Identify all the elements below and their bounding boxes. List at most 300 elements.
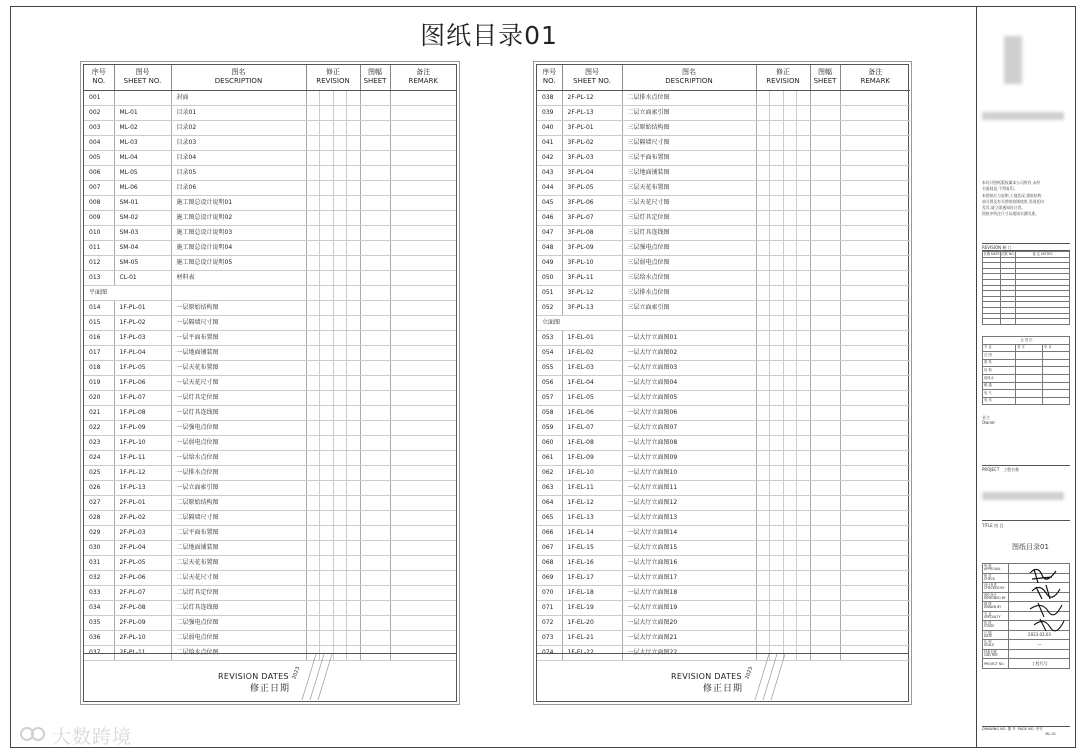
row-no: 024 xyxy=(84,450,114,465)
row-description: 二层给水点位图 xyxy=(171,645,306,660)
row-description: 三层给水点位图 xyxy=(622,270,756,285)
row-no: 032 xyxy=(84,570,114,585)
table-row xyxy=(84,495,456,510)
col-no-header: 序号 NO. xyxy=(537,65,562,90)
row-sheet-no: 2F-PL-01 xyxy=(114,495,171,510)
row-description: 目录06 xyxy=(171,180,306,195)
revision-slash-lines xyxy=(751,654,791,702)
row-no: 053 xyxy=(537,330,562,345)
revision-dates-label-cn: 修正日期 xyxy=(703,684,744,694)
revision-block xyxy=(982,243,1070,325)
row-no: 010 xyxy=(84,225,114,240)
table-row xyxy=(537,330,910,345)
row-sheet-no: 3F-PL-02 xyxy=(562,135,622,150)
approval-row: 深化设计 DESIGNED BY xyxy=(983,592,1070,602)
row-sheet-no: 3F-PL-10 xyxy=(562,255,622,270)
index-table-right xyxy=(536,64,909,702)
approval-row: 设计负责 CHECKED BY xyxy=(983,583,1070,593)
row-no: 015 xyxy=(84,315,114,330)
row-sheet-no: 1F-EL-17 xyxy=(562,570,622,585)
revision-dates-label: REVISION DATES xyxy=(671,672,742,681)
approval-value: 2023.03.03 xyxy=(1009,630,1070,640)
row-description: 一层灯具连线图 xyxy=(171,405,306,420)
row-sheet-no: 1F-EL-10 xyxy=(562,465,622,480)
revision-grid: 日期 DATE 次数 NO. 备 注 NOTES xyxy=(982,251,1070,325)
row-no: 030 xyxy=(84,540,114,555)
table-row xyxy=(537,630,910,645)
row-sheet-no: 1F-PL-08 xyxy=(114,405,171,420)
row-sheet-no: 2F-PL-10 xyxy=(114,630,171,645)
section-label: 平面图 xyxy=(84,285,171,300)
col-revision-header: 修正 REVISION xyxy=(756,65,810,90)
col-no-header: 序号 NO. xyxy=(84,65,114,90)
row-no: 003 xyxy=(84,120,114,135)
watermark-text: 大数跨境 xyxy=(52,726,133,748)
row-sheet-no: ML-04 xyxy=(114,150,171,165)
row-sheet-no: ML-05 xyxy=(114,165,171,180)
row-no: 060 xyxy=(537,435,562,450)
table-row xyxy=(537,270,910,285)
row-sheet-no: 3F-PL-09 xyxy=(562,240,622,255)
row-description: 一层隔墙尺寸图 xyxy=(171,315,306,330)
row-sheet-no: ML-06 xyxy=(114,180,171,195)
row-description: 封面 xyxy=(171,90,306,105)
row-description: 一层立面索引图 xyxy=(171,480,306,495)
row-description: 一层大厅立面图22 xyxy=(622,645,756,660)
row-description: 一层大厅立面图18 xyxy=(622,585,756,600)
row-no: 044 xyxy=(537,180,562,195)
row-description: 一层大厅立面图03 xyxy=(622,360,756,375)
row-sheet-no: SM-03 xyxy=(114,225,171,240)
row-sheet-no: 2F-PL-12 xyxy=(562,90,622,105)
table-row xyxy=(84,450,456,465)
row-no: 064 xyxy=(537,495,562,510)
row-no: 023 xyxy=(84,435,114,450)
table-row xyxy=(537,465,910,480)
row-no: 050 xyxy=(537,270,562,285)
row-description: 施工图总设计说明05 xyxy=(171,255,306,270)
row-description: 一层天花尺寸图 xyxy=(171,375,306,390)
row-no: 037 xyxy=(84,645,114,660)
table-row xyxy=(84,210,456,225)
table-row xyxy=(537,390,910,405)
table-row xyxy=(537,210,910,225)
row-no: 049 xyxy=(537,255,562,270)
row-sheet-no: 3F-PL-01 xyxy=(562,120,622,135)
row-description: 一层大厅立面图05 xyxy=(622,390,756,405)
row-no: 052 xyxy=(537,300,562,315)
row-description: 二层灯具连线图 xyxy=(171,600,306,615)
table-row xyxy=(537,600,910,615)
table-row xyxy=(84,615,456,630)
table-row xyxy=(537,495,910,510)
row-sheet-no xyxy=(114,90,171,105)
table-row xyxy=(84,585,456,600)
row-sheet-no: 2F-PL-04 xyxy=(114,540,171,555)
row-no: 035 xyxy=(84,615,114,630)
row-no: 019 xyxy=(84,375,114,390)
table-row xyxy=(537,345,910,360)
row-description: 一层大厅立面图04 xyxy=(622,375,756,390)
row-no: 043 xyxy=(537,165,562,180)
table-row xyxy=(84,405,456,420)
row-sheet-no: 2F-PL-09 xyxy=(114,615,171,630)
table-row xyxy=(84,165,456,180)
table-row xyxy=(84,420,456,435)
row-description: 三层天花布置图 xyxy=(622,180,756,195)
table-row xyxy=(84,135,456,150)
row-sheet-no: 3F-PL-11 xyxy=(562,270,622,285)
row-no: 048 xyxy=(537,240,562,255)
table-row xyxy=(84,525,456,540)
row-sheet-no: SM-04 xyxy=(114,240,171,255)
row-no: 040 xyxy=(537,120,562,135)
row-description: 三层地面铺装图 xyxy=(622,165,756,180)
row-no: 034 xyxy=(84,600,114,615)
row-description: 一层大厅立面图07 xyxy=(622,420,756,435)
title-label: TITLE 图 目 xyxy=(982,520,1070,528)
row-sheet-no: 1F-EL-18 xyxy=(562,585,622,600)
row-no: 056 xyxy=(537,375,562,390)
row-sheet-no: 1F-PL-11 xyxy=(114,450,171,465)
row-sheet-no: 1F-EL-12 xyxy=(562,495,622,510)
row-sheet-no: 1F-PL-03 xyxy=(114,330,171,345)
section-row xyxy=(84,285,456,300)
row-description: 一层大厅立面图10 xyxy=(622,465,756,480)
table-row xyxy=(537,165,910,180)
row-sheet-no: 1F-EL-09 xyxy=(562,450,622,465)
row-description: 二层天花布置图 xyxy=(171,555,306,570)
section-row xyxy=(537,315,910,330)
row-description: 三层平面布置图 xyxy=(622,150,756,165)
row-sheet-no: CL-01 xyxy=(114,270,171,285)
row-no: 029 xyxy=(84,525,114,540)
row-sheet-no: ML-02 xyxy=(114,120,171,135)
table-row xyxy=(84,120,456,135)
col-sheetno-header: 图号 SHEET NO. xyxy=(562,65,622,90)
table-row xyxy=(537,405,910,420)
row-description: 一层大厅立面图02 xyxy=(622,345,756,360)
row-description: 一层大厅立面图15 xyxy=(622,540,756,555)
row-no: 001 xyxy=(84,90,114,105)
table-row xyxy=(537,90,910,105)
row-description: 施工图总设计说明02 xyxy=(171,210,306,225)
row-no: 006 xyxy=(84,165,114,180)
table-row xyxy=(537,555,910,570)
copyright-notes: 本设计图纸版权属本公司所有,未经 书面同意,不得复印。 本图纸应与说明,工地状况,建筑结构 部分图及有关图纸协调使用,发现任何 差异,请立即通知设计者。 图纸中所注尺寸以现场实测为准。 xyxy=(982,180,1044,217)
row-no: 021 xyxy=(84,405,114,420)
row-no: 002 xyxy=(84,105,114,120)
row-description: 目录05 xyxy=(171,165,306,180)
row-sheet-no: 1F-EL-20 xyxy=(562,615,622,630)
row-sheet-no: 1F-PL-07 xyxy=(114,390,171,405)
row-sheet-no: 3F-PL-04 xyxy=(562,165,622,180)
row-no: 047 xyxy=(537,225,562,240)
row-description: 二层强电点位图 xyxy=(171,615,306,630)
row-sheet-no: 1F-EL-06 xyxy=(562,405,622,420)
section-label: 立面图 xyxy=(537,315,622,330)
table-row xyxy=(537,150,910,165)
row-sheet-no: 1F-EL-14 xyxy=(562,525,622,540)
row-sheet-no: 2F-PL-08 xyxy=(114,600,171,615)
table-row xyxy=(84,300,456,315)
table-body-left xyxy=(84,90,456,660)
table-row xyxy=(84,150,456,165)
table-row xyxy=(84,375,456,390)
table-row xyxy=(537,195,910,210)
table-row xyxy=(537,240,910,255)
table-row xyxy=(84,480,456,495)
row-no: 051 xyxy=(537,285,562,300)
row-description: 一层大厅立面图12 xyxy=(622,495,756,510)
row-sheet-no: 1F-EL-01 xyxy=(562,330,622,345)
row-sheet-no: 1F-EL-15 xyxy=(562,540,622,555)
row-description: 一层大厅立面图21 xyxy=(622,630,756,645)
countersign-grid: 会 签 栏 专 业 签 字 年 月 总 图 建 筑 结 构 给排水 暖 通 电 气 电 讯 xyxy=(982,336,1070,405)
row-no: 042 xyxy=(537,150,562,165)
table-row xyxy=(84,435,456,450)
approval-row: 档案名称 CAD REF. xyxy=(983,649,1070,659)
row-description: 材料表 xyxy=(171,270,306,285)
row-description: 一层大厅立面图13 xyxy=(622,510,756,525)
approval-value: 工程代号 xyxy=(1009,659,1070,669)
row-description: 一层大厅立面图08 xyxy=(622,435,756,450)
table-row xyxy=(84,570,456,585)
table-row xyxy=(537,480,910,495)
row-sheet-no: 1F-EL-08 xyxy=(562,435,622,450)
row-description: 一层大厅立面图01 xyxy=(622,330,756,345)
table-row xyxy=(537,120,910,135)
table-row xyxy=(537,105,910,120)
row-sheet-no: ML-03 xyxy=(114,135,171,150)
row-description: 目录02 xyxy=(171,120,306,135)
row-description: 二层天花尺寸图 xyxy=(171,570,306,585)
row-no: 038 xyxy=(537,90,562,105)
row-description: 二层弱电点位图 xyxy=(171,630,306,645)
col-description-header: 图名 DESCRIPTION xyxy=(622,65,756,90)
table-row xyxy=(84,540,456,555)
page-no-value: ML-01 xyxy=(1045,732,1056,736)
row-description: 一层大厅立面图09 xyxy=(622,450,756,465)
row-sheet-no: 1F-EL-22 xyxy=(562,645,622,660)
table-row xyxy=(84,240,456,255)
index-table-left xyxy=(83,64,457,702)
row-description: 三层灯具定位图 xyxy=(622,210,756,225)
row-description: 一层大厅立面图06 xyxy=(622,405,756,420)
row-description: 施工图总设计说明04 xyxy=(171,240,306,255)
approval-value xyxy=(1009,649,1070,659)
table-row xyxy=(537,285,910,300)
row-no: 036 xyxy=(84,630,114,645)
row-description: 一层天花布置图 xyxy=(171,360,306,375)
row-description: 二层隔墙尺寸图 xyxy=(171,510,306,525)
row-no: 072 xyxy=(537,615,562,630)
row-sheet-no: SM-05 xyxy=(114,255,171,270)
row-sheet-no: 1F-PL-01 xyxy=(114,300,171,315)
table-header xyxy=(84,65,456,90)
table-row xyxy=(537,255,910,270)
row-description: 二层原始结构图 xyxy=(171,495,306,510)
row-sheet-no: 2F-PL-13 xyxy=(562,105,622,120)
row-no: 062 xyxy=(537,465,562,480)
row-sheet-no: 1F-PL-09 xyxy=(114,420,171,435)
table-row xyxy=(84,255,456,270)
row-description: 一层弱电点位图 xyxy=(171,435,306,450)
row-sheet-no: 1F-EL-03 xyxy=(562,360,622,375)
row-description: 施工图总设计说明01 xyxy=(171,195,306,210)
row-sheet-no: 3F-PL-05 xyxy=(562,180,622,195)
row-no: 018 xyxy=(84,360,114,375)
row-no: 069 xyxy=(537,570,562,585)
drawing-number-row: DRAWING NO. 图 号 PAGE NO. 序号 ML-01 xyxy=(982,726,1070,737)
row-sheet-no: 3F-PL-13 xyxy=(562,300,622,315)
table-row xyxy=(537,450,910,465)
revision-year: 2023 xyxy=(291,665,302,681)
table-row xyxy=(537,375,910,390)
row-no: 054 xyxy=(537,345,562,360)
index-grid-left xyxy=(84,65,456,661)
row-description: 一层大厅立面图20 xyxy=(622,615,756,630)
approval-row: 审 核 APPROVAL xyxy=(983,564,1070,574)
approval-row: 比 例 SCALE — xyxy=(983,640,1070,650)
row-no: 005 xyxy=(84,150,114,165)
row-no: 074 xyxy=(537,645,562,660)
row-sheet-no: 1F-EL-13 xyxy=(562,510,622,525)
table-row xyxy=(84,315,456,330)
table-body-right xyxy=(537,90,910,660)
project-row: PROJECT 工程名称 xyxy=(982,465,1070,472)
row-no: 058 xyxy=(537,405,562,420)
row-no: 009 xyxy=(84,210,114,225)
row-no: 061 xyxy=(537,450,562,465)
table-row xyxy=(537,510,910,525)
table-row xyxy=(84,330,456,345)
row-no: 065 xyxy=(537,510,562,525)
row-description: 二层地面铺装图 xyxy=(171,540,306,555)
row-description: 一层给水点位图 xyxy=(171,450,306,465)
row-description: 二层排水点位图 xyxy=(622,90,756,105)
index-grid-right xyxy=(537,65,910,661)
table-row xyxy=(84,510,456,525)
row-no: 011 xyxy=(84,240,114,255)
row-sheet-no: 3F-PL-06 xyxy=(562,195,622,210)
approval-row: 阶 段 STAGE xyxy=(983,621,1070,631)
row-description: 一层大厅立面图16 xyxy=(622,555,756,570)
row-description: 一层灯具定位图 xyxy=(171,390,306,405)
revision-year: 2023 xyxy=(744,665,755,681)
col-revision-header: 修正 REVISION xyxy=(306,65,360,90)
col-sheet-header: 图幅 SHEET xyxy=(360,65,390,90)
sheet-title-value: 图纸目录01 xyxy=(1012,543,1049,551)
row-no: 022 xyxy=(84,420,114,435)
approval-row: 制 图 DRAWN BY xyxy=(983,602,1070,612)
row-description: 三层排水点位图 xyxy=(622,285,756,300)
row-no: 070 xyxy=(537,585,562,600)
row-sheet-no: 2F-PL-07 xyxy=(114,585,171,600)
row-sheet-no: 1F-EL-04 xyxy=(562,375,622,390)
row-description: 一层排水点位图 xyxy=(171,465,306,480)
row-no: 039 xyxy=(537,105,562,120)
row-description: 三层隔墙尺寸图 xyxy=(622,135,756,150)
table-row xyxy=(84,180,456,195)
col-sheet-header: 图幅 SHEET xyxy=(810,65,840,90)
table-row xyxy=(537,615,910,630)
table-row xyxy=(84,360,456,375)
approval-value: — xyxy=(1009,640,1070,650)
signatures xyxy=(1026,565,1068,633)
row-description: 目录01 xyxy=(171,105,306,120)
row-description: 一层大厅立面图11 xyxy=(622,480,756,495)
row-sheet-no: 1F-EL-07 xyxy=(562,420,622,435)
table-row xyxy=(84,90,456,105)
row-no: 008 xyxy=(84,195,114,210)
table-row xyxy=(537,360,910,375)
table-row xyxy=(537,570,910,585)
table-row xyxy=(84,465,456,480)
row-sheet-no: 2F-PL-11 xyxy=(114,645,171,660)
table-row xyxy=(537,180,910,195)
owner-label: 业主 Owner xyxy=(982,415,996,425)
table-row xyxy=(84,195,456,210)
revision-dates-footer xyxy=(84,653,456,701)
row-sheet-no: 1F-PL-04 xyxy=(114,345,171,360)
row-sheet-no: 1F-EL-21 xyxy=(562,630,622,645)
row-no: 066 xyxy=(537,525,562,540)
title-block-divider xyxy=(976,6,977,748)
row-no: 017 xyxy=(84,345,114,360)
row-no: 012 xyxy=(84,255,114,270)
row-no: 068 xyxy=(537,555,562,570)
row-sheet-no: ML-01 xyxy=(114,105,171,120)
row-no: 046 xyxy=(537,210,562,225)
row-no: 028 xyxy=(84,510,114,525)
row-sheet-no: 1F-PL-10 xyxy=(114,435,171,450)
approval-row: 专 业 SPECIALTY xyxy=(983,611,1070,621)
row-no: 014 xyxy=(84,300,114,315)
revision-dates-label: REVISION DATES xyxy=(218,672,289,681)
revision-block-label: REVISION 修 订 xyxy=(982,243,1070,251)
revision-dates-footer xyxy=(537,653,908,701)
table-row xyxy=(537,540,910,555)
row-no: 073 xyxy=(537,630,562,645)
col-description-header: 图名 DESCRIPTION xyxy=(171,65,306,90)
row-sheet-no: 3F-PL-08 xyxy=(562,225,622,240)
row-description: 三层天花尺寸图 xyxy=(622,195,756,210)
table-row xyxy=(84,600,456,615)
table-row xyxy=(84,270,456,285)
table-header xyxy=(537,65,910,90)
approval-row: 校 对 CHECK xyxy=(983,573,1070,583)
row-no: 045 xyxy=(537,195,562,210)
row-description: 一层原始结构图 xyxy=(171,300,306,315)
revision-slash-lines xyxy=(298,654,338,702)
row-sheet-no: 1F-EL-19 xyxy=(562,600,622,615)
table-row xyxy=(537,585,910,600)
row-description: 一层强电点位图 xyxy=(171,420,306,435)
row-description: 三层立面索引图 xyxy=(622,300,756,315)
row-sheet-no: 1F-PL-05 xyxy=(114,360,171,375)
row-no: 041 xyxy=(537,135,562,150)
row-description: 目录03 xyxy=(171,135,306,150)
row-description: 一层大厅立面图19 xyxy=(622,600,756,615)
table-row xyxy=(537,525,910,540)
row-sheet-no: 1F-PL-02 xyxy=(114,315,171,330)
row-description: 二层立面索引图 xyxy=(622,105,756,120)
redacted-logo xyxy=(1004,36,1022,84)
row-description: 三层弱电点位图 xyxy=(622,255,756,270)
row-sheet-no: 3F-PL-07 xyxy=(562,210,622,225)
page-title: 图纸目录01 xyxy=(420,21,558,50)
